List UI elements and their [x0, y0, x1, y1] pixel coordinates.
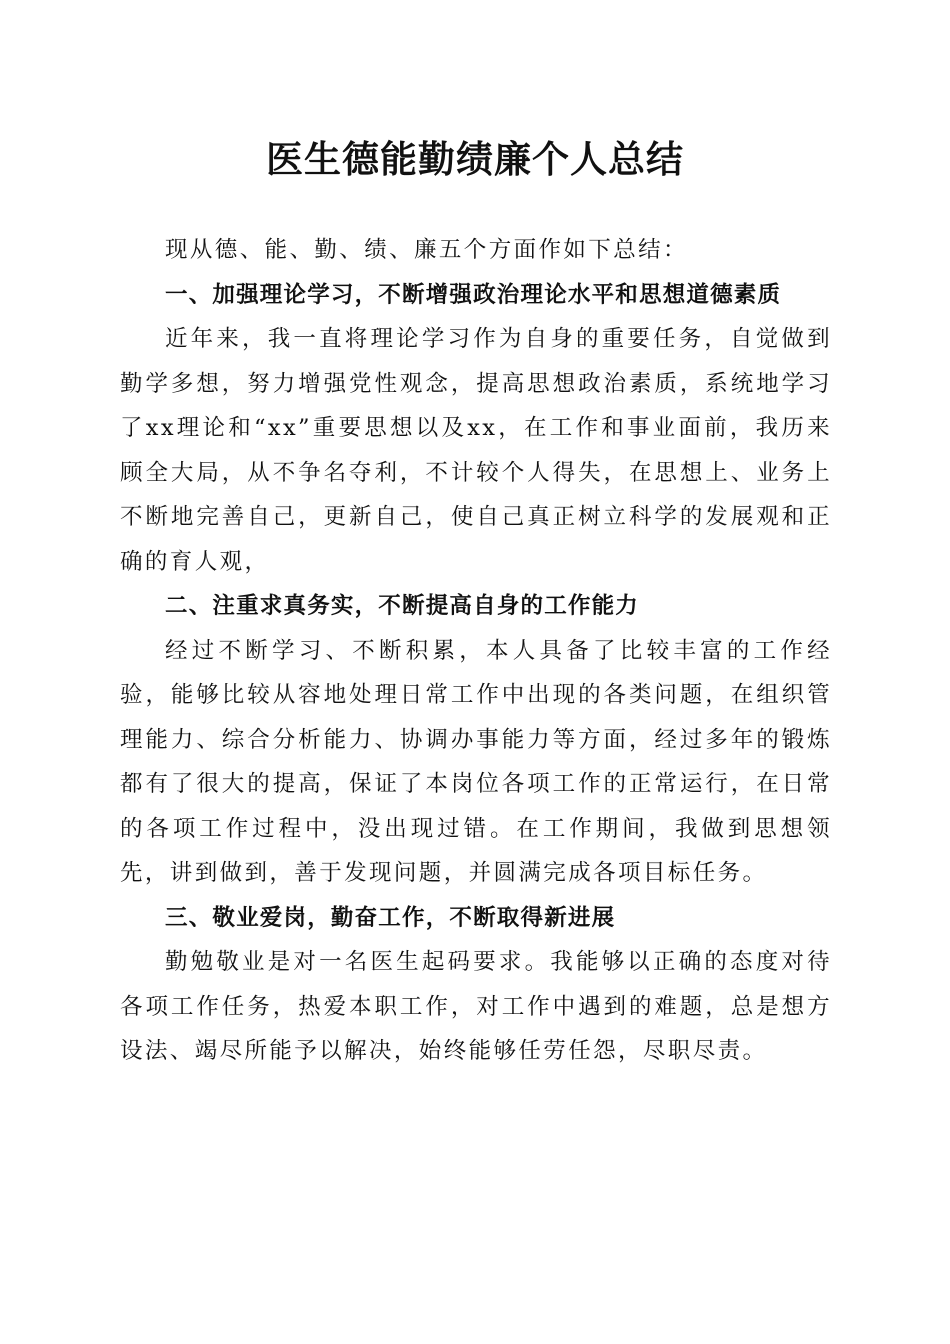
intro-paragraph: 现从德、能、勤、绩、廉五个方面作如下总结： — [165, 237, 688, 263]
document-body — [120, 228, 832, 1074]
section-heading-3: 三、敬业爱岗，勤奋工作，不断取得新进展 — [165, 904, 616, 931]
section-heading-2: 二、注重求真务实，不断提高自身的工作能力 — [165, 593, 640, 619]
section-paragraph-1: 近年来，我一直将理论学习作为自身的重要任务，自觉做到勤学多想，努力增强党性观念，提高思想政治素质，系统地学习了xx理论和“xx”重要思想以及xx，在工作和事业面前，我历来顾全大局，从不争名夺利，不计较个人得失，在思想上、业务上不断地完善自己，更新自己，使自己真正树立科学的发展观和正确的育人观， — [120, 326, 832, 575]
section-paragraph-2: 经过不断学习、不断积累，本人具备了比较丰富的工作经验，能够比较从容地处理日常工作中出现的各类问题，在组织管理能力、综合分析能力、协调办事能力等方面，经过多年的锻炼都有了很大的提高，保证了本岗位各项工作的正常运行，在日常的各项工作过程中，没出现过错。在工作期间，我做到思想领先，讲到做到，善于发现问题，并圆满完成各项目标任务。 — [120, 637, 832, 886]
section-paragraph-3: 勤勉敬业是对一名医生起码要求。我能够以正确的态度对待各项工作任务，热爱本职工作，对工作中遇到的难题，总是想方设法、竭尽所能予以解决，始终能够任劳任怨，尽职尽责。 — [120, 949, 832, 1064]
document-title: 医生德能勤绩廉个人总结 — [266, 137, 684, 181]
section-heading-1: 一、加强理论学习，不断增强政治理论水平和思想道德素质 — [165, 281, 782, 308]
